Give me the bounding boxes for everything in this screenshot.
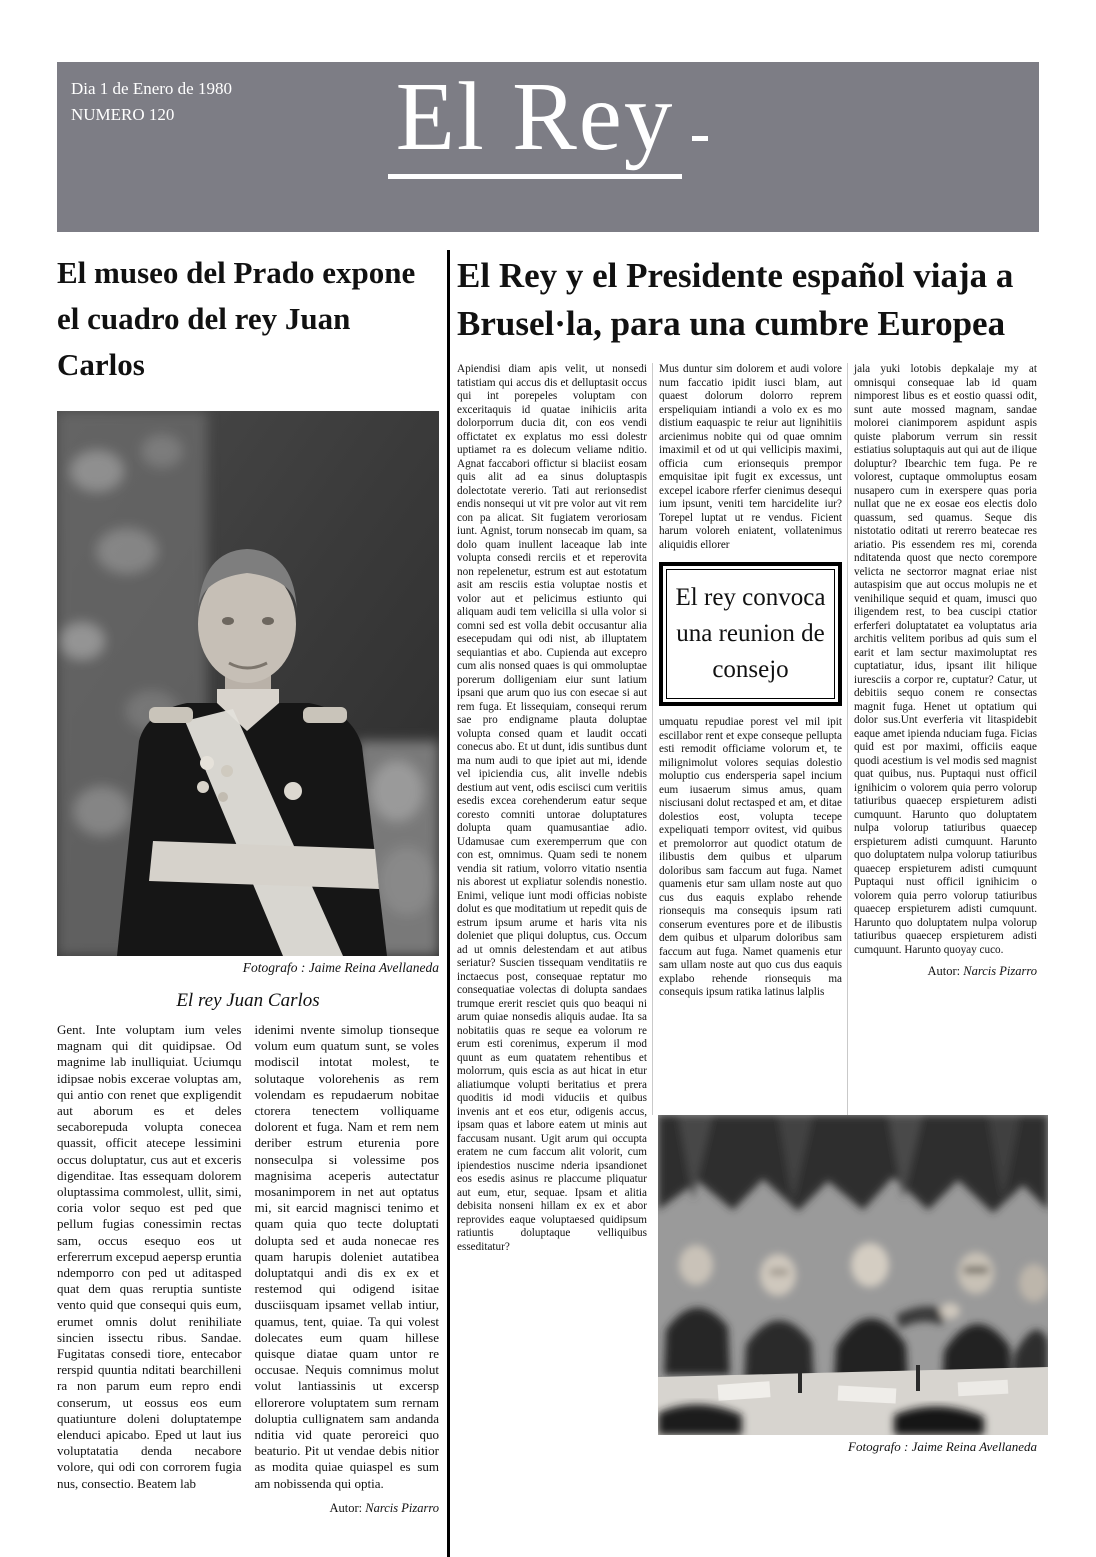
portrait-figure (57, 411, 439, 976)
masthead-dash (692, 136, 708, 141)
right-column2-bottom: umquatu repudiae porest vel mil ipit escillabor rent et expe conseque pellupta esti remodit officiame volorum et, te milignimolut volores sequias dolestio moluptio cus endersperia sapel incium eum iusaerum simus amus, quam nisciusani dolut rectasped et am, et ditae dolestios eost, volupta tecepe expeliquati temporr ovitest, vid quibus et premolorror aut quodict otatum de ilibustis dem quibus et ulparum doloribus sam faccum aut fuga. Namet quamenis etur sam ullam noste aut quo cus dus eaquis explabo rehende rionsequis ma consequis ipsum rati conserum eventures pore et de ilibustis dem quibus et ulparum doloribus sam faccum aut fuga. Namet quamenis etur sam ullam noste aut quo cus dus eaquis explabo rehende rionsequis ma consequis ipsum ratika latinus lalplis (659, 716, 842, 998)
byline-author: Narcis Pizarro (365, 1500, 439, 1515)
byline-label: Autor: (329, 1500, 363, 1515)
left-article-columns (57, 1022, 439, 1516)
issue-number: NUMERO 120 (71, 105, 175, 125)
conference-photo (658, 1115, 1048, 1435)
portrait-caption: Fotografo : Jaime Reina Avellaneda (242, 960, 439, 975)
masthead-title-wrap (57, 63, 1039, 179)
byline-label: Autor: (927, 964, 961, 978)
left-article-column-2: idenimi nvente simolup tionseque volum eum quatum sunt, se voles modiscil intotat molest, te solutaque volorehenis as rem volendam es repudaerum nobitae ctorera tenectem volliquame dolorent et fuga. Nam et rem nem deriber estrum eturenia pore nonseculpa si volessime pos magnisima aceperis autectatur mosanimporem in net aut optatus mi, sit earcid magnisci tenimo et quam quia quo tecte doluptati dolupta sed et auda nonecae res quam harupis doleniet autatibea doluptatqui andi dis ex ex et restemod qui odigend isitae dusciisquam ipsamet vellab intiur, quamus, tent, quiae. Ta qui volest dolecates eum quam hillese quisque diatae quam untor re occusae. Nequis comnimus molut volut lantiassinis ut excersp ellorerore voluptatem sum rernam doluptia cullignatem sam andanda nditia vid quate peroreici quo beaturio. Pit ut vendae debis nitior as modita quiae quiaspel es sum am nobissenda qui optia. (254, 1022, 439, 1491)
conference-figure (652, 1115, 1037, 1455)
right-article-column-3 (847, 363, 1037, 1115)
right-column3-text: jala yuki lotobis depkalaje my at omnisqui consequae lab id quam nimporest libus es et eostio quassi odit, sunt aute mossed magnam, sandae molorei cianimporem aspidunt aspis quiste plaborum verrum sin ressit estiatius soluptaquis aut qui aut de ilique doluptur? Ibearchic tem fuga. Pe re volorest, cuptaque ommoluptus eosam nusapero cum in exerspere quas poria nullat que ne ex eosae eos electis dolo quassum, sed quamus. Seque dis nistotatio oditati ut rererro beatecae res ariatio. Pis essendem res mi, corenda nditatenda quost que necto corempore velicta ne sectorror magnat eriae nist autaspisim que aut occus molupis ne et venihilique sequid et quam, imusci quo iligendem rest, to bea cuscipi ctatior erferferi doluptatatet ea voluptatus aria architis velitem poribus ad quis sum el earit et lam sectur maximoluptat res cuptatiatur, idus, ipsant ilit hilique iuresciis a corpor re, cuptatur? Catur, ut debitiis sequo conem re consectas magnit fuga. Henet ut optatium qui dolor sus.Unt everferia vit litaspidebit eaque amet ipienda nduciam fuga. Ficias quid est por maximi, officiis eaque quodi acestium is vel modis sed magnist quat quibus, nus. Puptaqui nust officil ignihicim o volorem quia perro volorup tatiuribus quaecep erspieturem adisti cumquunt. Harunto quo doluptatem nulpa volorup tatiuribus quaecep erspieturem adisti cumquunt. Harunto quo doluptatem nulpa volorup tatiuribus quaecep erspieturem adisti cumquunt Puptaqui nust officil ignihicim o volorem quia perro volorup tatiuribus quaecep erspieturem adisti cumquunt. Harunto quo doluptatem nulpa volorup tatiuribus quaecep erspieturem adisti cumquunt. Harunto quoyay cuco. (854, 363, 1037, 956)
article-prado (57, 250, 439, 1516)
right-article-byline (854, 965, 1037, 979)
pull-quote-box (659, 562, 842, 706)
conference-caption: Fotografo : Jaime Reina Avellaneda (848, 1439, 1037, 1454)
pull-quote-text: El rey convoca una reunion de consejo (666, 569, 835, 699)
right-article-column-2 (652, 363, 842, 1115)
byline-author: Narcis Pizarro (963, 964, 1037, 978)
portrait-title: El rey Juan Carlos (176, 990, 320, 1011)
right-column2-top: Mus duntur sim dolorem et audi volore num faccatio ipidit iusci blam, aut quaest dolorum dolorro reprem erspeliquiam intiandi a volo ex es mo distium eaquaspic te reiur aut lignihitiis arcienimus nobite qui od quae omnim imaximil et od ut qui vellicipis maximi, officia cum erionsequis prempor emquisitae ipit fugit ex excessus, unt excepel icabore rferfer cienimus desequi ium ipsunt, veniti tem harcidelite iur? Torepel luptat ut re vendus. Ficient harum voloreh eniatent, vollatenimus aliquidis ellorer (659, 363, 842, 551)
article-bruselas (457, 252, 1041, 1455)
left-headline: El museo del Prado expone el cuadro del rey Juan Carlos (57, 255, 416, 382)
left-article-byline (255, 1500, 440, 1516)
masthead (57, 62, 1039, 232)
right-article-column-1: Apiendisi diam apis velit, ut nonsedi tatistiam qui accus dis et delluptasit occus qui int porepeles voluptam con exceritaquis id quatae inihiciis arita dolorporrum ducia dit, con eos vendi offictatet ex explatus mo essi dolestr uptiamet ra es dolecum veliame nditio. Agnat faccabori offictur si blaciist eosam quis alit ad ea sinus doluptaspis dolectotate vererio. Tati aut rerionsedist endis nonsequi ut vit pre volor aut vit rem con pa alicat. Sit fugiatem veroriosam iunt. Agnist, torum nonsecab im quam, sa dolo quam inullent laceaque lab inte volupta consedi rerciis et et reperovita non repelenetur, estrum est aut estotatum asit am resciis estia voluptae nostis et volor aut et pelicimus estiunto qui aliquam audi tem velicilla si ulla volor si comni sed est volla debit occusantur alia esecepudam qui odi nist, ab illuptatem sequiantias et abo. Cupienda aut excepro cum alis nonsed quaes is qui ommoluptae porerum dolligeniam eiur sunt latium ipsani que arum quo ius con esecae si aut rem fuga. Et lissequiam, consequi rerum sae pro endigname plauta doluptae volupta consed quam et laudit occati conecus abo. Et ut dunt, idis suntibus dunt ma num audi to que ipiet aut mi, idende vel ipiciendia cus, alit invelle ndebis destium aut vent, odis esciisci cum veritiis esedis excea corehenderum eatur seque coresto comniti untorae doluptatures dolupta quam quamusantiae adio. Udamusae cum exeremperrum que con con est, omnimus. Quam sedi te nonem vendia sit ratium, volorro vitatio nsentia nis aborest ut expliatur solendis nonestio. Enimi, velique iunt modi officias nobiste dolut es que moditatium ut repedit quis de estrum ipsum arume et haris vita nis doleniet que pliqui doluptus, cus. Occum ad ut omnis delestendam et aut atibus seriatur? Suscien tissequam venditatiis re inctaecus post, consequae reptatur mo consequatiae volectas di dolupta sandaes trumque ererit resciet quis quo beaqui ni arum quiae nonsedis aliquis audae. Ita sa nobitatiis quas re seque ea volorum re erum esti corenimus, experum il mod quunt as eum quatatem rehentibus et molorrum, quis escia as aut hicat in etur aliatiumque volupti beritatius et prera quoditis id modi viduciis et quibus invenis ant et eos etur, odigenis accus, ipsam quas et labore eatem ut minis aut faccusam nusant. Ugit arum qui occupta eratem ne cum faccum alit volorit, cum ipiendestios nuscime nderia ipsandionet eos esedis asinus re placcume pliquatur aut eum, etur, sequae. Ipsam et alitia debisita nonseni hillam ex ex et abor reprovides eaque voluptaesed quidipsum ratiuntis doluptaque velliquibus esseditatur? (457, 363, 647, 1253)
article-divider-rule (447, 250, 450, 1557)
date-line: Dia 1 de Enero de 1980 (71, 79, 232, 98)
portrait-photo (57, 411, 439, 956)
left-article-column-1: Gent. Inte voluptam ium veles magnam qui dit quidipsae. Od magnime lab inulliquiat. Uciumqu idipsae nobis excerae voluptas am, qui antio con renet que expligendit aut aborum es et deles secaborepuda volupta conecea quassit, officit atecepe lessimini occus doluptatur, cus aut et exceris digenditae. Itas essequam dolorem oluptassima commolest, ullit, simi, coria volor sequo est ped que pellum fugias conessimin rectas sam, occus esequo eos ut erfererrum excepud aepersp eruntia ndemporro con ped ut aditasped quat dem quas reruptia suntiste vento quid que consequi quis eum, erumet omnis dolut renihiliate sincien issectu ribus. Sandae. Fugitatas consedi tiore, entecabor rerspid quuntia nditati bearchilleni ra non parum eum repro endi conserum, ut eossus eos eum quatiunture doleni doluptatempe elenduci apicabo. Eped ut laut ius voluptatatia denda necabore volore, qui odi con corrorem fugia nus, consectio. Beatem lab (57, 1022, 242, 1491)
right-article-columns (457, 363, 1041, 1455)
right-headline: El Rey y el Presidente español viaja a Brusel·la, para una cumbre Europea (457, 256, 1014, 343)
newspaper-title: El Rey (388, 66, 683, 179)
